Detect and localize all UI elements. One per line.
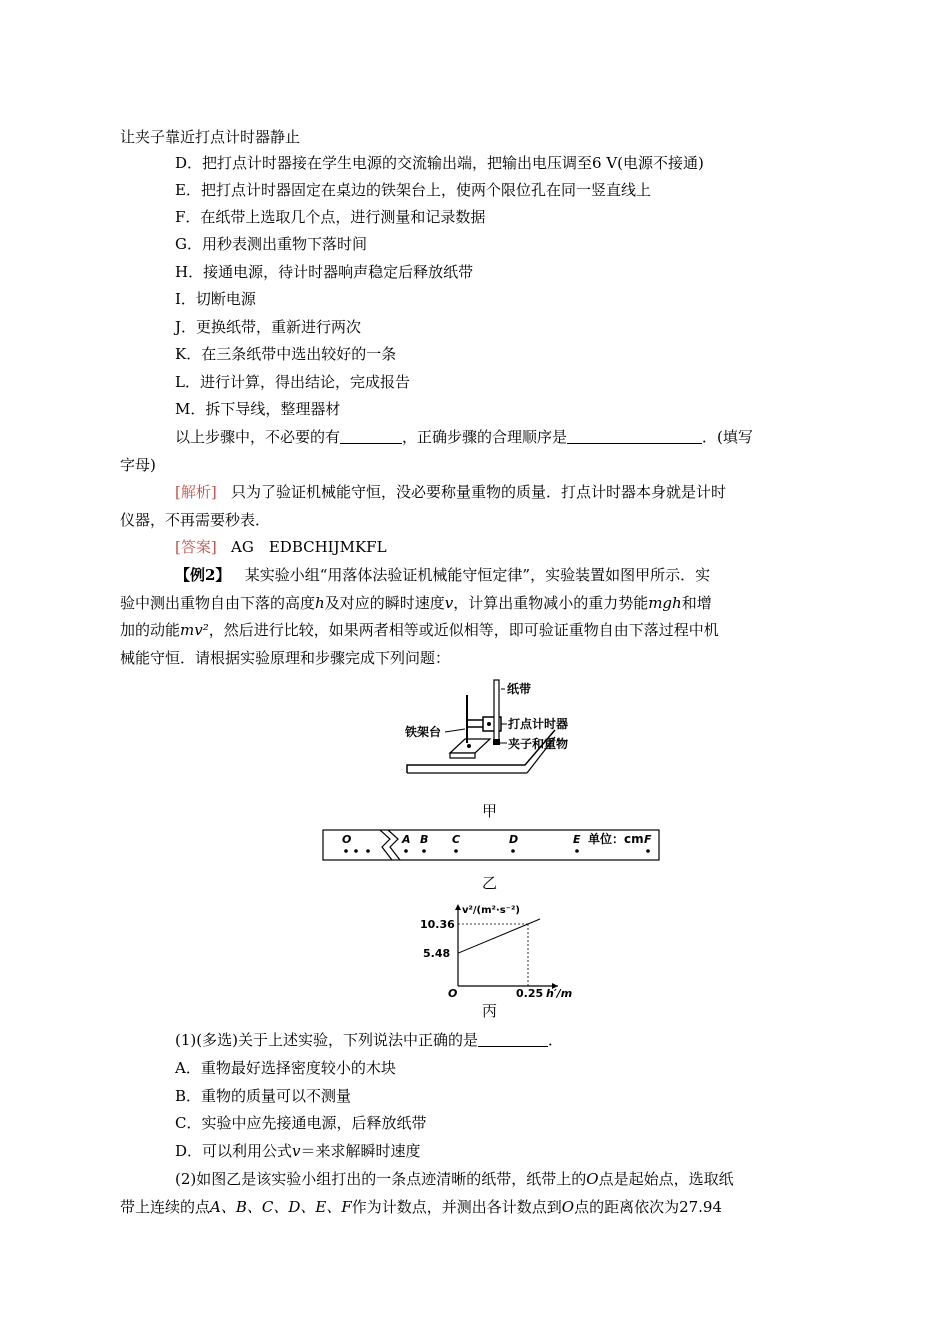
tape-dot — [344, 849, 348, 853]
q1-option-c: C．实验中应先接通电源，后释放纸带 — [175, 1114, 427, 1132]
question-text-1: 以上步骤中，不必要的有 — [175, 428, 341, 446]
example2-text-1: 某实验小组“用落体法验证机械能守恒定律”，实验装置如图甲所示．实 — [244, 566, 711, 584]
paper-tape — [494, 680, 499, 740]
tape-dot — [366, 849, 370, 853]
q2-point-o: O — [586, 1170, 599, 1188]
origin-label: O — [448, 987, 458, 1000]
tape-unit: 单位：cm — [588, 832, 644, 846]
question-text-3: ．(填写 — [702, 428, 753, 446]
q1-option-d — [175, 1141, 421, 1161]
q2-line-2 — [120, 1197, 722, 1217]
example2-line-2 — [120, 593, 712, 613]
tape-dot — [646, 849, 650, 853]
var-v: v — [444, 594, 454, 612]
v2-h-graph — [418, 898, 573, 1000]
label-stand: 铁架台 — [405, 725, 442, 739]
step-j: J．更换纸带，重新进行两次 — [175, 318, 362, 336]
analysis-line-2: 仪器，不再需要秒表． — [120, 511, 271, 529]
example2-text-3a: 加的动能 — [120, 621, 181, 639]
tape-label-e: E — [573, 833, 581, 846]
q2-text-1a: (2)如图乙是该实验小组打出的一条点迹清晰的纸带，纸带上的 — [175, 1170, 587, 1188]
q2-point-o-2: O — [561, 1198, 575, 1216]
example2-text-2c: ，计算出重物减小的重力势能 — [453, 594, 649, 612]
stand-base-front — [450, 753, 475, 758]
label-timer: 打点计时器 — [508, 717, 569, 731]
step-d: D．把打点计时器接在学生电源的交流输出端，把输出电压调至6 V(电源不接通) — [175, 154, 704, 172]
example2-text-3b: ，然后进行比较，如果两者相等或近似相等，即可验证重物自由下落过程中机 — [208, 621, 719, 639]
tape-label-b: B — [420, 833, 429, 846]
clamp-weight — [493, 739, 500, 745]
x-tick-label: 0.25 — [516, 987, 544, 1000]
q1-stem-line — [175, 1030, 563, 1050]
q2-text-2c: 点的距离依次为27.94 — [574, 1198, 723, 1216]
tape-dot — [422, 849, 426, 853]
q2-line-1 — [175, 1169, 734, 1189]
example2-text-2a: 验中测出重物自由下落的高度 — [120, 594, 316, 612]
timer-dot — [487, 722, 491, 726]
step-m: M．拆下导线，整理器材 — [175, 400, 341, 418]
example2-text-2d: 和增 — [681, 594, 712, 612]
label-tape: 纸带 — [507, 682, 532, 696]
answer-blank-2 — [567, 429, 702, 444]
tape-label-o: O — [342, 833, 352, 846]
q1-blank — [478, 1032, 548, 1047]
tape-label-f: F — [644, 833, 652, 846]
step-h: H．接通电源，待计时器响声稳定后释放纸带 — [175, 263, 474, 281]
step-i: I．切断电源 — [175, 290, 256, 308]
q2-text-1b: 点是起始点，选取纸 — [598, 1170, 734, 1188]
label-clamp: 夹子和重物 — [508, 737, 569, 751]
tape-figure — [322, 827, 662, 863]
y-tick-label-lower: 5.48 — [423, 947, 451, 961]
tape-label-c: C — [452, 833, 461, 846]
step-e: E．把打点计时器固定在桌边的铁架台上，使两个限位孔在同一竖直线上 — [175, 181, 651, 199]
q1-option-b: B．重物的质量可以不测量 — [175, 1087, 352, 1105]
step-g: G．用秒表测出重物下落时间 — [175, 235, 367, 253]
answer-blank-1 — [340, 429, 402, 444]
tape-dot — [575, 849, 579, 853]
q2-points: A、B、C、D、E、F — [210, 1198, 352, 1216]
y-axis-arrow — [455, 904, 461, 910]
tape-label-a: A — [402, 833, 411, 846]
analysis-text-1: 只为了验证机械能守恒，没必要称量重物的质量．打点计时器本身就是计时 — [231, 483, 727, 501]
caption-yi: 乙 — [482, 874, 498, 892]
question-text-2: ，正确步骤的合理顺序是 — [402, 428, 568, 446]
example2-line-4: 械能守恒．请根据实验原理和步骤完成下列问题： — [120, 649, 451, 667]
example2-line-3 — [120, 620, 719, 640]
var-h: h — [315, 594, 325, 612]
caption-bing: 丙 — [482, 1002, 498, 1020]
continued-text: 让夹子靠近打点计时器静止 — [120, 128, 301, 146]
tape-dot — [404, 849, 408, 853]
step-k: K．在三条纸带中选出较好的一条 — [175, 345, 397, 363]
question-line-2: 字母) — [120, 456, 156, 474]
apparatus-figure — [405, 675, 585, 775]
tape-label-d: D — [509, 833, 519, 846]
q1-option-a: A．重物最好选择密度较小的木块 — [175, 1059, 396, 1077]
y-axis-label: v²/(m²·s⁻²) — [462, 905, 520, 916]
base-dot — [467, 744, 471, 748]
q1-stem: (1)(多选)关于上述实验，下列说法中正确的是 — [175, 1031, 478, 1049]
analysis-line-1 — [175, 482, 726, 502]
tape-dot — [354, 849, 358, 853]
var-mv2: mv² — [180, 621, 209, 639]
q1-option-d-a: D．可以利用公式 — [175, 1142, 293, 1160]
answer-text: AG EDBCHIJMKFL — [231, 538, 387, 556]
q1-option-d-b: ＝来求解瞬时速度 — [300, 1142, 421, 1160]
example2-text-2b: 及对应的瞬时速度 — [324, 594, 445, 612]
answer-label: [答案] — [175, 538, 217, 556]
caption-jia: 甲 — [482, 802, 498, 820]
example2-line-1 — [175, 565, 710, 585]
leader-stand — [445, 729, 465, 732]
step-f: F．在纸带上选取几个点，进行测量和记录数据 — [175, 208, 486, 226]
q1-option-d-v: v — [292, 1142, 301, 1160]
x-axis-label: h′/m — [546, 987, 573, 1000]
y-tick-label-upper: 10.36 — [420, 918, 455, 931]
tape-dot — [454, 849, 458, 853]
q2-text-2a: 带上连续的点 — [120, 1198, 211, 1216]
q2-text-2b: 作为计数点，并测出各计数点到 — [351, 1198, 562, 1216]
q1-end: ． — [547, 1031, 563, 1049]
var-mgh: mgh — [648, 594, 682, 612]
tape-dot — [511, 849, 515, 853]
answer-line — [175, 537, 387, 557]
example2-tag: 【例2】 — [175, 566, 231, 584]
question-line — [175, 427, 753, 447]
step-l: L．进行计算，得出结论，完成报告 — [175, 373, 410, 391]
analysis-label: [解析] — [175, 483, 217, 501]
